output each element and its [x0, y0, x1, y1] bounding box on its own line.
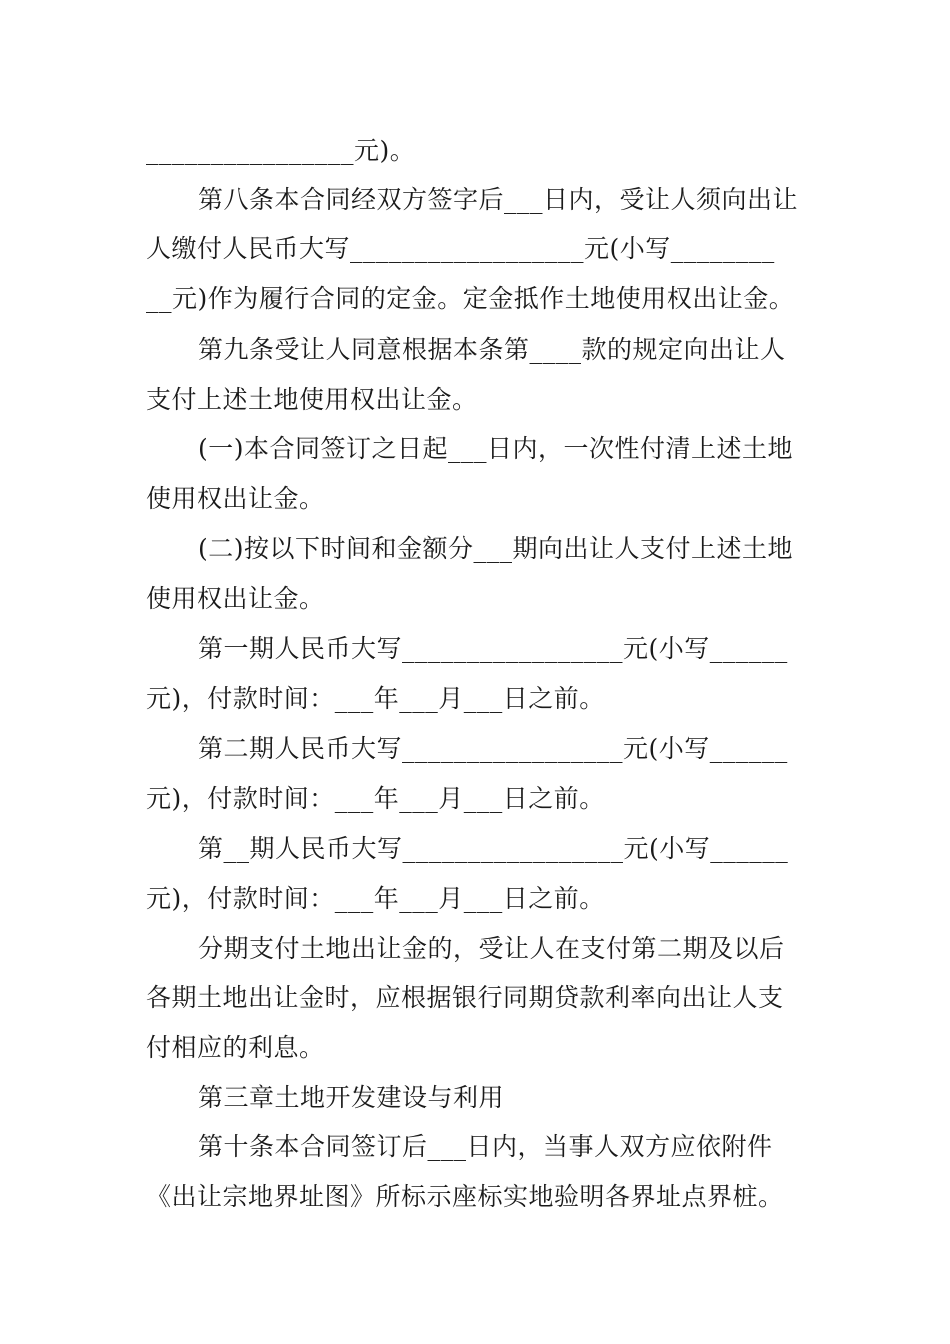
installment-1-line: 第一期人民币大写_________________元(小写______ [198, 634, 788, 663]
clause-1-line: (一)本合同签订之日起___日内，一次性付清上述土地 [198, 434, 794, 463]
text-line: 付相应的利息。 [146, 1033, 325, 1062]
text-line: __元)作为履行合同的定金。定金抵作土地使用权出让金。 [146, 284, 795, 313]
chapter-3-heading: 第三章土地开发建设与利用 [198, 1083, 505, 1112]
installment-n-line: 第__期人民币大写_________________元(小写______ [198, 834, 789, 863]
article-10-line: 第十条本合同签订后___日内，当事人双方应依附件 [198, 1132, 773, 1161]
article-9-line: 第九条受让人同意根据本条第____款的规定向出让人 [198, 335, 786, 364]
text-line: 元)，付款时间：___年___月___日之前。 [146, 884, 605, 913]
text-line: 各期土地出让金时，应根据银行同期贷款利率向出让人支 [146, 983, 784, 1012]
text-line: 元)，付款时间：___年___月___日之前。 [146, 784, 605, 813]
text-line: 元)，付款时间：___年___月___日之前。 [146, 684, 605, 713]
installment-note-line: 分期支付土地出让金的，受让人在支付第二期及以后 [198, 934, 785, 963]
text-line: 支付上述土地使用权出让金。 [146, 385, 478, 414]
text-line: 人缴付人民币大写__________________元(小写________ [146, 234, 775, 263]
installment-2-line: 第二期人民币大写_________________元(小写______ [198, 734, 788, 763]
text-line: 使用权出让金。 [146, 484, 325, 513]
text-line: 使用权出让金。 [146, 584, 325, 613]
article-8-line: 第八条本合同经双方签字后___日内，受让人须向出让 [198, 185, 799, 214]
text-line: 《出让宗地界址图》所标示座标实地验明各界址点界桩。 [146, 1182, 784, 1211]
text-line: ________________元)。 [146, 136, 416, 165]
clause-2-line: (二)按以下时间和金额分___期向出让人支付上述土地 [198, 534, 794, 563]
